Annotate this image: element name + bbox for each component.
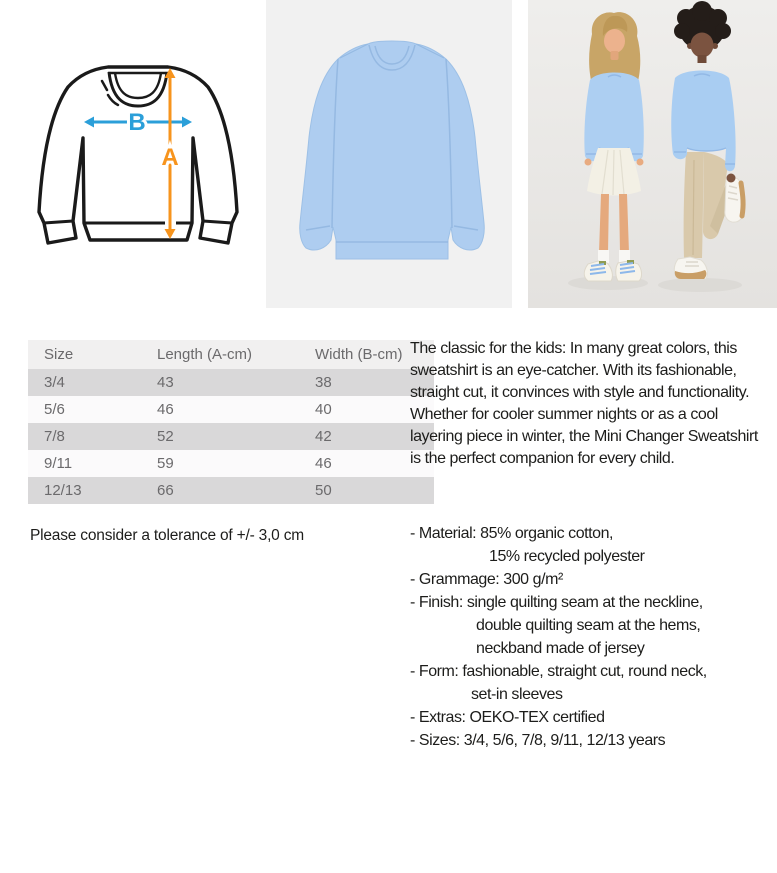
spec-grammage: - Grammage: 300 g/m²: [410, 571, 563, 588]
table-row: [28, 369, 434, 396]
product-description: The classic for the kids: In many great colors, this sweatshirt is an eye-catcher. With its fashionable, straight cut, it convinces with style and functionality. Whether for cooler summer nights or as a cool layering piece in winter, the Mini Changer Sweatshirt is the perfect companion for every child.: [410, 340, 758, 467]
table-row: [28, 450, 434, 477]
boy-neck: [698, 55, 707, 63]
boy-hand: [727, 174, 736, 183]
spec-form: - Form: fashionable, straight cut, round neck,: [410, 663, 707, 680]
spec-form-cont: set-in sleeves: [471, 686, 563, 703]
cell-width: 42: [299, 423, 434, 450]
table-row: [28, 423, 434, 450]
raised-sneaker-sole: [741, 183, 743, 216]
tolerance-note: Please consider a tolerance of +/- 3,0 cm: [30, 527, 304, 544]
flat-sweatshirt-photo: [266, 0, 512, 308]
cell-length: 43: [141, 369, 299, 396]
length-label: A: [161, 144, 179, 171]
cell-size: 3/4: [28, 369, 141, 396]
width-label: B: [128, 109, 146, 136]
table-row: [28, 477, 434, 504]
cell-size: 7/8: [28, 423, 141, 450]
spec-sizes: - Sizes: 3/4, 5/6, 7/8, 9/11, 12/13 years: [410, 732, 666, 749]
sweatshirt-outline: [39, 67, 237, 243]
boy-shadow: [658, 278, 742, 292]
measurement-diagram: [20, 40, 250, 270]
cell-width: 40: [299, 396, 434, 423]
cell-size: 9/11: [28, 450, 141, 477]
product-photo-models: [528, 0, 777, 308]
cell-size: 12/13: [28, 477, 141, 504]
col-header-length: Length (A-cm): [141, 340, 299, 369]
spec-material: - Material: 85% organic cotton,: [410, 525, 614, 542]
spec-material-cont: 15% recycled polyester: [489, 548, 645, 565]
cell-size: 5/6: [28, 396, 141, 423]
sweatshirt-measure-illustration: [20, 40, 250, 270]
size-chart-header-row: [28, 340, 434, 369]
spec-finish-cont: neckband made of jersey: [476, 640, 645, 657]
boy-face: [691, 33, 714, 58]
product-details: [410, 338, 768, 752]
girl-right-hand: [637, 159, 644, 166]
product-photo-front: [266, 0, 512, 308]
spec-finish-cont: double quilting seam at the hems,: [476, 617, 701, 634]
spec-finish: - Finish: single quilting seam at the neckline,: [410, 594, 703, 611]
col-header-size: Size: [28, 340, 141, 369]
table-row: [28, 396, 434, 423]
photo-background: [528, 0, 777, 308]
cell-length: 52: [141, 423, 299, 450]
girl-neck: [611, 51, 619, 60]
cell-width: 50: [299, 477, 434, 504]
girl-left-hand: [585, 159, 592, 166]
cell-width: 46: [299, 450, 434, 477]
girl-face: [604, 29, 625, 53]
girl-sweatshirt: [584, 73, 643, 162]
cell-length: 59: [141, 450, 299, 477]
kids-models-photo: [528, 0, 777, 308]
cell-width: 38: [299, 369, 434, 396]
col-header-width: Width (B-cm): [299, 340, 434, 369]
spec-extras: - Extras: OEKO-TEX certified: [410, 709, 605, 726]
size-chart-table: [28, 340, 434, 504]
cell-length: 66: [141, 477, 299, 504]
cell-length: 46: [141, 396, 299, 423]
spec-list: [410, 522, 768, 752]
